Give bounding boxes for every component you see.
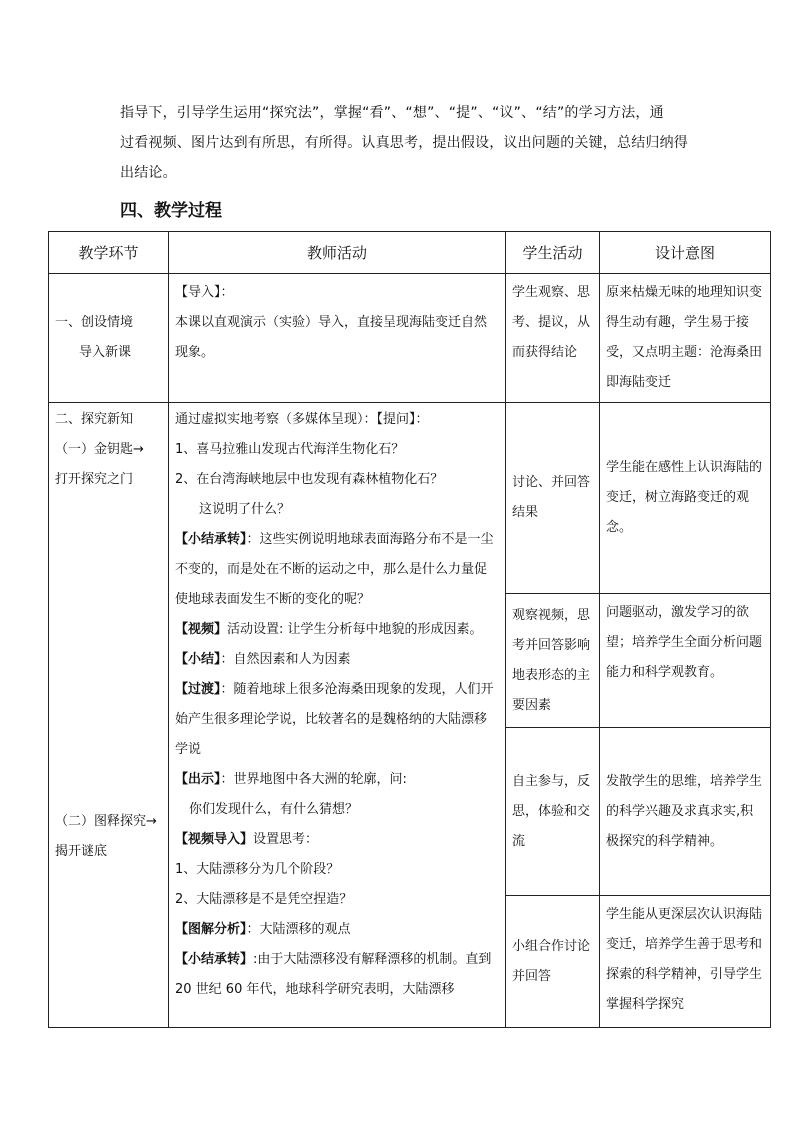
header-intent: 设计意图: [600, 232, 771, 274]
teacher-tag: 【视频】: [175, 622, 228, 637]
teacher-text: ：随着地球上很多沧海桑田现象的发现，人们开始产生很多理论学说，比较著名的是魏格纳的大陆漂移学说: [175, 682, 494, 757]
teacher-tag: 【小结承转】: [175, 952, 254, 967]
stage-label: 揭开谜底: [55, 844, 108, 859]
stage-label: 导入新课: [79, 345, 132, 360]
stage-label: （二）图释探究→: [55, 814, 157, 829]
teacher-line: 你们发现什么，有什么猜想？: [189, 802, 359, 817]
intro-line: 过看视频、图片达到有所思，有所得。认真思考，提出假设，议出问题的关键，总结归纳得: [120, 135, 688, 151]
intent-text: 学生能从更深层次认识海陆变迁，培养学生善于思考和探索的科学精神，引导学生掌握科学探究: [606, 907, 763, 1012]
student-text: 小组合作讨论并回答: [512, 938, 591, 984]
intent-cell: [600, 728, 771, 896]
header-stage: 教学环节: [49, 232, 169, 274]
teacher-line: 2、在台湾海峡地层中也发现有森林植物化石？: [175, 472, 444, 487]
student-text: 自主参与，反思，体验和交流: [512, 773, 591, 849]
teacher-line: [175, 675, 499, 765]
stage-label: 二、探究新知: [55, 412, 134, 427]
teacher-line: 2、大陆漂移是不是凭空捏造？: [175, 892, 353, 907]
stage-cell: [49, 403, 169, 1028]
intent-text: 学生能在感性上认识海陆的变迁，树立海路变迁的观念。: [606, 460, 763, 535]
teacher-line: [175, 525, 499, 615]
header-teacher: 教师活动: [169, 232, 506, 274]
intent-cell: [600, 274, 771, 403]
student-cell: [506, 594, 600, 728]
table-row: [49, 274, 771, 403]
teacher-text: ：大陆漂移的观点: [246, 922, 351, 937]
header-student: 学生活动: [506, 232, 600, 274]
student-text: 讨论、并回答结果: [512, 475, 591, 520]
teacher-tag: 【图解分析】: [175, 922, 247, 937]
teacher-tag: 【导入】：: [175, 285, 234, 300]
teacher-line: [175, 945, 499, 1005]
teacher-text: 活动设置: 让学生分析每中地貌的形成因素。: [227, 622, 483, 637]
section-heading: 四、教学过程: [120, 201, 222, 221]
teacher-cell: [169, 403, 506, 1028]
student-cell: [506, 274, 600, 403]
table-header-row: [49, 232, 771, 274]
intro-paragraph: [120, 98, 700, 188]
teacher-tag: 【小结承转】: [175, 532, 247, 547]
teacher-line: [175, 645, 499, 675]
student-cell: [506, 728, 600, 896]
intent-text: 原来枯燥无味的地理知识变得生动有趣，学生易于接受，又点明主题：沧海桑田即海陆变迁: [606, 285, 763, 390]
teacher-text: 本课以直观演示（实验）导入，直接呈现海陆变迁自然现象。: [175, 315, 488, 360]
teacher-line: 1、喜马拉雅山发现古代海洋生物化石？: [175, 442, 405, 457]
stage-label: 一、创设情境: [55, 315, 134, 330]
intro-line: 指导下，引导学生运用“探究法”，掌握“看”、“想”、“提”、“议”、“结”的学习方法，通: [120, 105, 664, 121]
teacher-text: ：世界地图中各大洲的轮廓，问:: [220, 772, 407, 787]
stage-group-1: [55, 405, 164, 495]
teacher-line: 1、大陆漂移分为几个阶段？: [175, 862, 340, 877]
teacher-text: :由于大陆漂移没有解释漂移的机制。直到 20 世纪 60 年代，地球科学研究表明，大陆漂移: [175, 952, 492, 997]
teacher-text: ：这些实例说明地球表面海路分布不是一尘不变的，而是处在不断的运动之中，那么是什么力量促使地球表面发生不断的变化的呢？: [175, 532, 494, 607]
student-cell: [506, 403, 600, 594]
teacher-line: 通过虚拟实地考察（多媒体呈现）：【提问】：: [175, 412, 429, 427]
student-text: 学生观察、思考、提议，从而获得结论: [512, 285, 591, 360]
teacher-line: 这说明了什么？: [199, 502, 291, 517]
intent-cell: [600, 896, 771, 1028]
teacher-text: ：自然因素和人为因素: [220, 652, 351, 667]
teacher-line: [175, 915, 499, 945]
stage-label: （一）金钥匙→: [55, 442, 144, 457]
teacher-tag: 【小结】: [175, 652, 221, 667]
stage-label: 打开探究之门: [55, 472, 134, 487]
student-text: 观察视频，思考并回答影响地表形态的主要因素: [512, 607, 591, 713]
intent-text: 问题驱动，激发学习的欲望；培养学生全面分析问题能力和科学观教育。: [606, 605, 763, 680]
intent-cell: [600, 594, 771, 728]
intent-text: 发散学生的思维，培养学生的科学兴趣及求真求实,积极探究的科学精神。: [606, 773, 763, 849]
teaching-process-table: [48, 231, 771, 1028]
intro-line: 出结论。: [120, 165, 177, 181]
teacher-text: 设置思考：: [253, 832, 319, 847]
teacher-line: [175, 765, 499, 795]
stage-cell: [49, 274, 169, 403]
student-cell: [506, 896, 600, 1028]
teacher-line: [175, 825, 499, 855]
intent-cell: [600, 403, 771, 594]
table-row: [49, 403, 771, 594]
teacher-tag: 【出示】: [175, 772, 221, 787]
stage-group-2: [55, 807, 164, 867]
teacher-line: [175, 615, 499, 645]
teacher-cell: [169, 274, 506, 403]
teacher-tag: 【视频导入】: [175, 832, 254, 847]
teacher-tag: 【过渡】: [175, 682, 221, 697]
